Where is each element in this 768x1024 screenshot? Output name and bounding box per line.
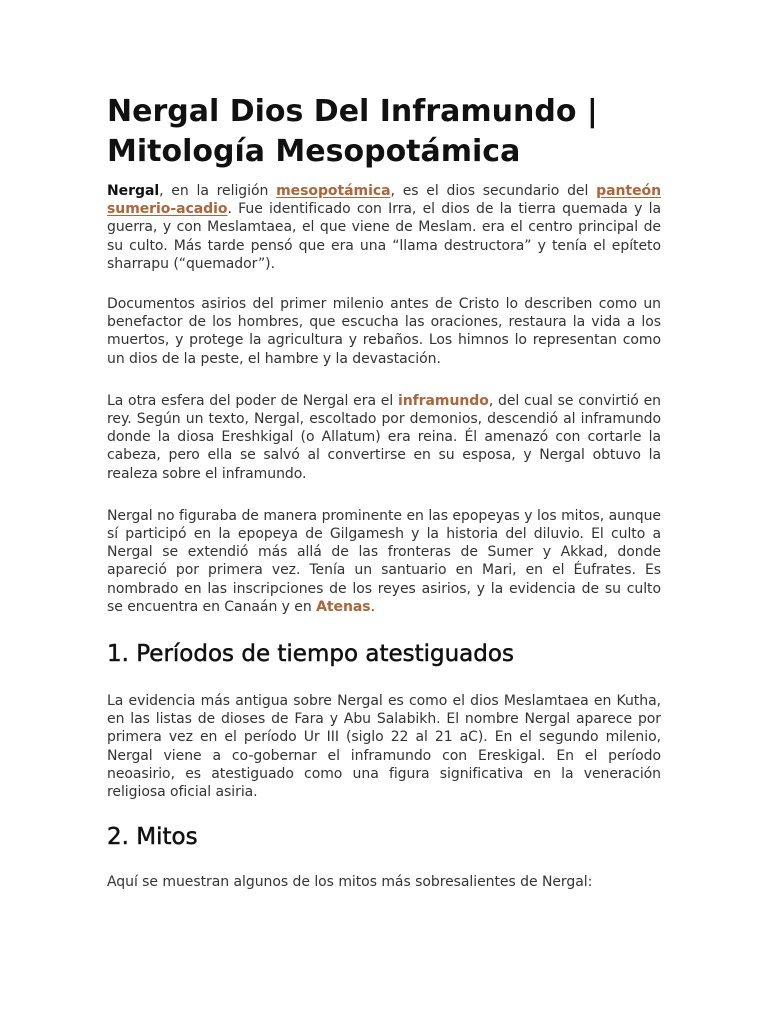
lead-term: Nergal [107, 183, 160, 199]
text-span: , es el dios secundario del [390, 183, 597, 199]
paragraph-intro [107, 182, 661, 273]
text-span: , en la religión [159, 183, 277, 199]
highlight-atenas: Atenas [316, 598, 371, 615]
text-span: . [370, 598, 375, 615]
text-span: , del cual se convirtió en rey. Según un texto, Nergal, escoltado por demonios, descendió al inframundo donde la diosa Ereshkigal (o Allatum) era reina. Él amenazó con cortarle la cabeza, pero ella se salvó al convertirse en su esposa, y Nergal obtuvo la realeza sobre el inframundo. [107, 392, 661, 482]
paragraph-documentos-asirios: Documentos asirios del primer milenio antes de Cristo lo describen como un benefactor de los hombres, que escucha las oraciones, restaura la vida a los muertos, y protege la agricultura y rebaños. Los himnos lo representan como un dios de la peste, el hambre y la devastación. [107, 296, 661, 367]
link-mesopotamica[interactable]: mesopotámica [276, 183, 391, 199]
paragraph-culto [107, 507, 661, 616]
highlight-inframundo: inframundo [397, 392, 489, 409]
page-title: Nergal Dios Del Inframundo | Mitología Mesopotámica [107, 94, 598, 169]
paragraph-evidencia: La evidencia más antigua sobre Nergal es como el dios Meslamtaea en Kutha, en las listas de dioses de Fara y Abu Salabikh. El nombre Nergal aparece por primera vez en el período Ur III (siglo 22 al 21 aC). En el segundo milenio, Nergal viene a co-gobernar el inframundo con Ereskigal. En el período neoasirio, es atestiguado como una figura significativa en la veneración religiosa oficial asiria. [107, 693, 661, 801]
section-heading-periodos: 1. Períodos de tiempo atestiguados [107, 641, 514, 668]
link-panteon-sumerio-acadio[interactable]: panteón sumerio-acadio [107, 183, 661, 218]
section-heading-mitos: 2. Mitos [107, 824, 198, 851]
text-span: La otra esfera del poder de Nergal era el [107, 392, 398, 409]
text-span: . Fue identificado con Irra, el dios de la tierra quemada y la guerra, y con Meslamtaea, el que viene de Meslam. era el centro principal de su culto. Más tarde pensó que era una “llama destructora” y tenía el epíteto sharrapu (“quemador”). [107, 201, 661, 272]
paragraph-mitos-intro: Aquí se muestran algunos de los mitos más sobresalientes de Nergal: [107, 874, 593, 891]
paragraph-inframundo [107, 392, 661, 483]
article-body [107, 92, 661, 891]
text-span: Nergal no figuraba de manera prominente en las epopeyas y los mitos, aunque sí participó en la epopeya de Gilgamesh y la historia del diluvio. El culto a Nergal se extendió más allá de las fronteras de Sumer y Akkad, donde apareció por primera vez. Tenía un santuario en Mari, en el Éufrates. Es nombrado en las inscripciones de los reyes asirios, y la evidencia de su culto se encuentra en Canaán y en [107, 507, 661, 615]
